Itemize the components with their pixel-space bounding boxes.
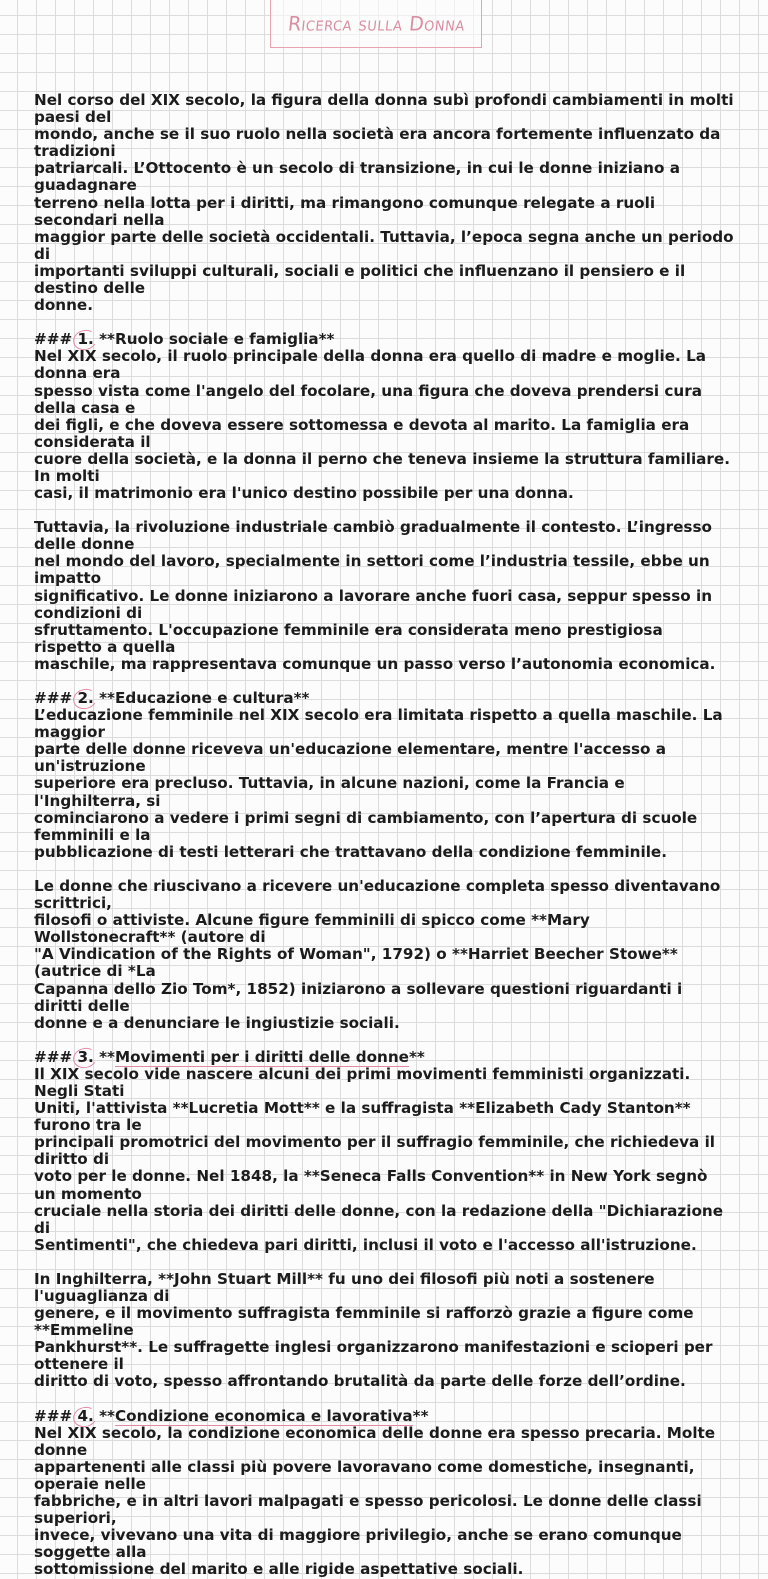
section-heading: ### 4. **Condizione economica e lavorativa**: [34, 1406, 429, 1425]
section-number: 3.: [77, 1047, 94, 1066]
section-heading: ### 1. **Ruolo sociale e famiglia**: [34, 330, 335, 349]
section-1: [34, 331, 734, 673]
paragraph: Tuttavia, la rivoluzione industriale cambiò gradualmente il contesto. L’ingresso delle donne nel mondo del lavoro, specialmente in settori come l’industria tessile, ebbe un impatto significativo. Le donne iniziarono a lavorare anche fuori casa, seppur spesso in condizioni di sfruttamento. L'occupazione femminile era considerata meno prestigiosa rispetto a quella maschile, ma rappresentava comunque un passo verso l’autonomia economica.: [34, 518, 716, 673]
paragraph: In Inghilterra, **John Stuart Mill** fu uno dei filosofi più noti a sostenere l'uguaglianza di genere, e il movimento suffragista femminile si rafforzò grazie a figure come **Emmeline Pankhurst**. Le suffragette inglesi organizzarono manifestazioni e scioperi per ottenere il diritto di voto, spesso affrontando brutalità da parte delle forze dell’ordine.: [34, 1269, 713, 1391]
section-heading: ### 3. **Movimenti per i diritti delle donne**: [34, 1047, 425, 1066]
paragraph: L’educazione femminile nel XIX secolo era limitata rispetto a quella maschile. La maggior parte delle donne riceveva un'educazione elementare, mentre l'accesso a un'istruzione superiore era precluso. Tuttavia, in alcune nazioni, come la Francia e l'Inghilterra, si cominciarono a vedere i primi segni di cambiamento, con l’apertura di scuole femminili e la pubblicazione di testi letterari che trattavano della condizione femminile.: [34, 706, 723, 861]
section-number: 4.: [77, 1406, 94, 1425]
intro-paragraph: Nel corso del XIX secolo, la figura della donna subì profondi cambiamenti in molti paesi del mondo, anche se il suo ruolo nella società era ancora fortemente influenzato da tradizioni patriarcali. L’Ottocento è un secolo di transizione, in cui le donne iniziano a guadagnare terreno nella lotta per i diritti, ma rimangono comunque relegate a ruoli secondari nella maggior parte delle società occidentali. Tuttavia, l’epoca segna anche un periodo di importanti sviluppi culturali, sociali e politici che influenzano il pensiero e il destino delle donne.: [34, 91, 734, 315]
section-title: Educazione e cultura: [115, 689, 294, 707]
section-4: [34, 1408, 734, 1579]
section-2: [34, 690, 734, 1032]
section-number: 1.: [77, 330, 94, 349]
title-box: [270, 0, 482, 48]
section-number: 2.: [77, 689, 94, 707]
paragraph: Il XIX secolo vide nascere alcuni dei primi movimenti femministi organizzati. Negli Stati Uniti, l'attivista **Lucretia Mott** e la suffragista **Elizabeth Cady Stanton** furono tra le principali promotrici del movimento per il suffragio femminile, che richiedeva il diritto di voto per le donne. Nel 1848, la **Seneca Falls Convention** in New York segnò un momento cruciale nella storia dei diritti delle donne, con la redazione della "Dichiarazione di Sentimenti", che chiedeva pari diritti, inclusi il voto e l'accesso all'istruzione.: [34, 1064, 724, 1254]
section-title: Movimenti per i diritti delle donne: [115, 1047, 409, 1066]
paragraph: Nel XIX secolo, la condizione economica delle donne era spesso precaria. Molte donne appartenenti alle classi più povere lavoravano come domestiche, insegnanti, operaie nelle fabbriche, e in altri lavori malpagati e spesso pericolosi. Le donne delle classi superiori, invece, vivevano una vita di maggiore privilegio, anche se erano comunque soggette alla sottomissione del marito e alle rigide aspettative sociali.: [34, 1423, 716, 1579]
document-body: [34, 92, 734, 1579]
section-title: Ruolo sociale e famiglia: [115, 330, 319, 349]
section-3: [34, 1049, 734, 1391]
paragraph: Nel XIX secolo, il ruolo principale della donna era quello di madre e moglie. La donna era spesso vista come l'angelo del focolare, una figura che doveva prendersi cura della casa e dei figli, e che doveva essere sottomessa e devota al marito. La famiglia era considerata il cuore della società, e la donna il perno che teneva insieme la struttura familiare. In molti casi, il matrimonio era l'unico destino possibile per una donna.: [34, 347, 730, 503]
section-title: Condizione economica e lavorativa: [115, 1406, 413, 1425]
page-title: Ricerca sulla Donna: [286, 11, 466, 36]
section-heading: ### 2. **Educazione e cultura**: [34, 689, 310, 707]
paragraph: Le donne che riuscivano a ricevere un'educazione completa spesso diventavano scrittrici, filosofi o attiviste. Alcune figure femminili di spicco come **Mary Wollstonecraft** (autore di "A Vindication of the Rights of Woman", 1792) o **Harriet Beecher Stowe** (autrice di *La Capanna dello Zio Tom*, 1852) iniziarono a sollevare questioni riguardanti i diritti delle donne e a denunciare le ingiustizie sociali.: [34, 876, 721, 1032]
